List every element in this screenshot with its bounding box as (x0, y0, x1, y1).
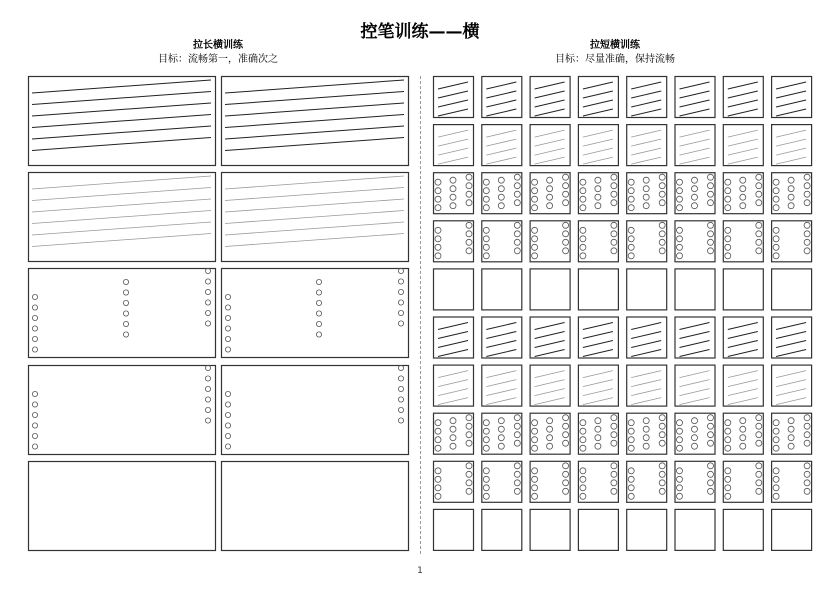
practice-box-empty (675, 509, 715, 550)
practice-box-light-lines (222, 173, 409, 262)
practice-box-empty (627, 269, 667, 310)
practice-box-dots-3col (578, 413, 618, 454)
practice-box-dark-lines (675, 77, 715, 118)
practice-box-dark-lines (530, 77, 570, 118)
practice-box-dark-lines (772, 317, 812, 358)
practice-box-dots-2col (222, 365, 409, 454)
practice-box-light-lines (482, 365, 522, 406)
box-border (627, 509, 667, 550)
box-border (482, 509, 522, 550)
practice-box-empty (772, 269, 812, 310)
right-section-goal: 目标：尽量准确，保持流畅 (555, 54, 675, 65)
practice-box-empty (222, 462, 409, 551)
practice-box-dots-3col (434, 173, 474, 214)
left-section-heading: 拉长横训练 (193, 40, 243, 51)
box-border (29, 269, 216, 358)
practice-box-empty (578, 509, 618, 550)
practice-box-dark-lines (434, 317, 474, 358)
practice-box-dark-lines (578, 77, 618, 118)
practice-box-dots-2col (29, 365, 216, 454)
practice-box-dots-3col (772, 413, 812, 454)
practice-box-empty (723, 509, 763, 550)
left-section-goal: 目标：流畅第一，准确次之 (158, 54, 278, 65)
box-border (627, 269, 667, 310)
box-border (627, 125, 667, 166)
box-border (434, 509, 474, 550)
practice-box-dots-2col (723, 461, 763, 502)
box-border (772, 509, 812, 550)
box-border (675, 125, 715, 166)
practice-box-dots-2col (772, 221, 812, 262)
box-border (578, 77, 618, 118)
box-border (675, 509, 715, 550)
box-border (29, 366, 216, 455)
practice-box-light-lines (723, 125, 763, 166)
box-border (675, 317, 715, 358)
practice-box-light-lines (772, 125, 812, 166)
practice-box-dots-2col (675, 461, 715, 502)
practice-box-light-lines (578, 125, 618, 166)
box-border (578, 125, 618, 166)
practice-box-light-lines (675, 125, 715, 166)
practice-box-dark-lines (675, 317, 715, 358)
practice-box-dots-2col (772, 461, 812, 502)
practice-box-dots-3col (723, 413, 763, 454)
practice-box-light-lines (29, 173, 216, 262)
practice-box-dots-3col (482, 173, 522, 214)
box-border (530, 509, 570, 550)
box-border (530, 125, 570, 166)
box-border (482, 365, 522, 406)
practice-box-dots-3col (627, 173, 667, 214)
box-border (578, 365, 618, 406)
page-number: 1 (417, 566, 423, 576)
practice-box-light-lines (530, 125, 570, 166)
box-border (723, 509, 763, 550)
box-border (434, 269, 474, 310)
box-border (723, 77, 763, 118)
practice-box-dots-2col (723, 221, 763, 262)
box-border (723, 269, 763, 310)
box-border (675, 269, 715, 310)
practice-box-dots-2col (530, 221, 570, 262)
box-border (530, 77, 570, 118)
practice-box-dark-lines (578, 317, 618, 358)
practice-box-dots-2col (627, 221, 667, 262)
page-title: 控笔训练——横 (360, 22, 480, 42)
practice-box-dots-2col (530, 461, 570, 502)
box-border (578, 317, 618, 358)
practice-box-dark-lines (627, 77, 667, 118)
practice-box-dots-3col (434, 413, 474, 454)
practice-box-light-lines (434, 125, 474, 166)
box-border (578, 509, 618, 550)
practice-box-dots-3col (675, 413, 715, 454)
practice-box-dots-3col (578, 173, 618, 214)
practice-box-dots-2col (482, 461, 522, 502)
practice-box-dark-lines (482, 77, 522, 118)
practice-box-dark-lines (627, 317, 667, 358)
practice-box-light-lines (578, 365, 618, 406)
practice-box-empty (578, 269, 618, 310)
box-border (627, 77, 667, 118)
box-border (434, 317, 474, 358)
practice-box-dots-3col (772, 173, 812, 214)
box-border (627, 365, 667, 406)
practice-box-light-lines (627, 125, 667, 166)
box-border (578, 269, 618, 310)
practice-box-empty (723, 269, 763, 310)
practice-box-empty (530, 509, 570, 550)
practice-box-light-lines (530, 365, 570, 406)
practice-box-dots-2col (578, 461, 618, 502)
box-border (482, 125, 522, 166)
box-border (222, 366, 409, 455)
practice-box-empty (675, 269, 715, 310)
box-border (434, 365, 474, 406)
practice-box-dots-2col (675, 221, 715, 262)
practice-box-light-lines (675, 365, 715, 406)
box-border (530, 365, 570, 406)
box-border (482, 77, 522, 118)
box-border (675, 77, 715, 118)
box-border (772, 317, 812, 358)
practice-box-dots-2col (482, 221, 522, 262)
practice-box-empty (482, 269, 522, 310)
box-border (29, 462, 216, 551)
box-border (675, 365, 715, 406)
practice-box-dark-lines (723, 77, 763, 118)
practice-box-dots-3col (723, 173, 763, 214)
practice-box-dark-lines (482, 317, 522, 358)
practice-box-dots-2col (434, 461, 474, 502)
box-border (222, 462, 409, 551)
box-border (482, 269, 522, 310)
practice-box-light-lines (772, 365, 812, 406)
box-border (434, 125, 474, 166)
practice-box-dots-3col (530, 413, 570, 454)
practice-box-dots-2col (578, 221, 618, 262)
practice-box-dots-3col (627, 413, 667, 454)
practice-box-empty (29, 462, 216, 551)
practice-box-empty (434, 509, 474, 550)
practice-box-dark-lines (222, 77, 409, 166)
practice-box-dots-2col (627, 461, 667, 502)
box-border (482, 317, 522, 358)
practice-box-empty (530, 269, 570, 310)
right-section-heading: 拉短横训练 (590, 40, 640, 51)
practice-box-dots-2col (434, 221, 474, 262)
practice-box-dots-3col (29, 268, 216, 357)
practice-box-empty (434, 269, 474, 310)
practice-box-light-lines (627, 365, 667, 406)
box-border (772, 125, 812, 166)
practice-box-dots-3col (482, 413, 522, 454)
practice-box-dark-lines (434, 77, 474, 118)
practice-box-light-lines (434, 365, 474, 406)
practice-box-empty (482, 509, 522, 550)
box-border (627, 317, 667, 358)
practice-box-dots-3col (675, 173, 715, 214)
practice-box-dark-lines (772, 77, 812, 118)
practice-box-empty (772, 509, 812, 550)
box-border (772, 269, 812, 310)
practice-box-dark-lines (723, 317, 763, 358)
practice-box-dark-lines (530, 317, 570, 358)
practice-box-dots-3col (530, 173, 570, 214)
box-border (530, 269, 570, 310)
box-border (530, 317, 570, 358)
box-border (222, 269, 409, 358)
practice-box-empty (627, 509, 667, 550)
box-border (434, 77, 474, 118)
box-border (723, 365, 763, 406)
practice-box-light-lines (482, 125, 522, 166)
practice-box-light-lines (723, 365, 763, 406)
box-border (772, 365, 812, 406)
box-border (723, 125, 763, 166)
practice-box-dark-lines (29, 77, 216, 166)
box-border (723, 317, 763, 358)
practice-box-dots-3col (222, 268, 409, 357)
box-border (772, 77, 812, 118)
